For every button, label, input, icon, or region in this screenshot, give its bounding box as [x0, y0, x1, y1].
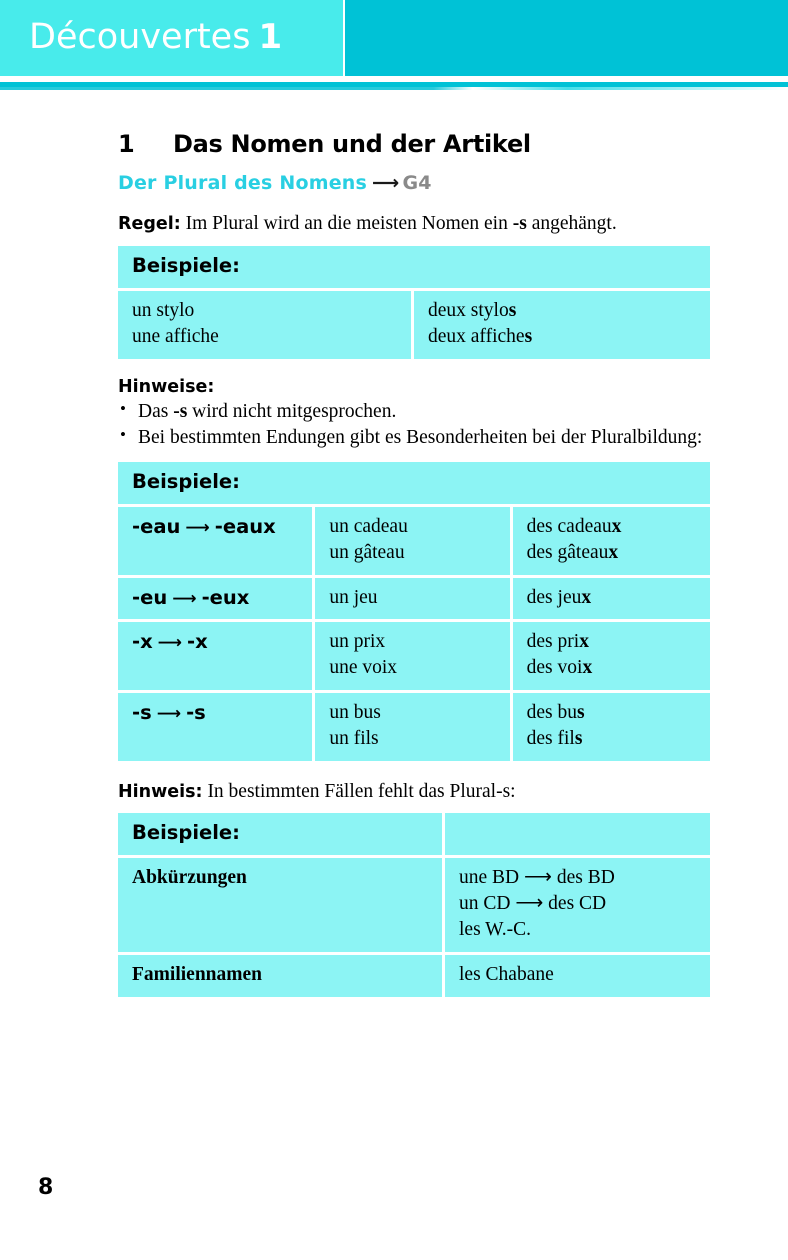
- examples-table-plural-s: [118, 246, 710, 359]
- table-header-row: [118, 813, 710, 858]
- plural-stem: des gâteau: [526, 541, 609, 563]
- plural-item: [527, 629, 696, 655]
- category-examples-cell: [445, 955, 710, 997]
- plural-item: [428, 298, 696, 324]
- page-header-banner: [0, 0, 788, 76]
- singular-examples-cell: [315, 693, 512, 761]
- example-item: une BD ⟶ des BD: [459, 867, 615, 889]
- notes-block: [118, 377, 710, 452]
- table-row: [118, 693, 710, 761]
- note-text-bold: -s: [173, 401, 188, 423]
- singular-examples-cell: [315, 622, 512, 693]
- plural-item: [527, 655, 696, 681]
- plural-item: [527, 726, 696, 752]
- page-number: 8: [38, 1175, 54, 1200]
- plural-item: [428, 324, 696, 350]
- ending-rule-cell: [118, 578, 315, 623]
- category-term-cell: Abkürzungen: [118, 858, 445, 955]
- rule-statement: [118, 212, 710, 236]
- table-header-row: [118, 462, 710, 507]
- ending-to: -x: [187, 630, 208, 654]
- singular-examples-cell: [315, 507, 512, 578]
- plural-examples-cell: [513, 693, 710, 761]
- singular-item: un jeu: [329, 586, 378, 608]
- hint-text: In bestimmten Fällen fehlt das Plural-s:: [207, 781, 516, 803]
- table-row: [118, 858, 710, 955]
- rule-bold-part: -s: [512, 213, 527, 234]
- table-row: [118, 507, 710, 578]
- list-item: [118, 399, 710, 425]
- note-text-pre: Bei bestimmten Endungen gibt es Besonderheiten bei der Pluralbildung:: [138, 427, 703, 449]
- arrow-right-icon: ⟶: [185, 517, 210, 538]
- list-item: [118, 425, 710, 451]
- singular-item: un prix: [329, 631, 386, 653]
- hint-label: Hinweis:: [118, 782, 203, 803]
- table-header-row: [118, 246, 710, 291]
- ending-from: -s: [132, 701, 152, 725]
- rule-text-before: Im Plural wird an die meisten Nomen ein: [185, 213, 513, 234]
- plural-stem: des voi: [526, 657, 583, 679]
- subsection-title: [118, 172, 710, 194]
- plural-stem: deux affiche: [428, 326, 525, 348]
- plural-ending: s: [508, 300, 517, 322]
- plural-item: [527, 700, 696, 726]
- table3-header-cell: Beispiele:: [118, 813, 445, 858]
- notes-label: Hinweise:: [118, 377, 215, 398]
- plural-ending: x: [581, 586, 592, 608]
- ending-rule-cell: [118, 693, 315, 761]
- plural-examples-cell: [513, 622, 710, 693]
- singular-item: un bus: [329, 702, 381, 724]
- plural-examples-cell: [513, 507, 710, 578]
- plural-ending: x: [608, 541, 619, 563]
- section-number: 1: [118, 130, 135, 158]
- example-item: les W.-C.: [459, 918, 532, 940]
- table-row: [118, 291, 710, 359]
- plural-item: [527, 585, 696, 611]
- ending-from: -eau: [132, 514, 181, 538]
- notes-list: [118, 399, 710, 452]
- ending-from: -eu: [132, 585, 168, 609]
- table-row: [118, 622, 710, 693]
- note-text-post: wird nicht mitgesprochen.: [187, 401, 397, 423]
- rule-label: Regel:: [118, 214, 181, 234]
- banner-divider-rule-fade: [0, 87, 788, 90]
- plural-examples-cell: [513, 578, 710, 623]
- table1-singular-cell: [118, 291, 414, 359]
- arrow-right-icon: ⟶: [172, 588, 197, 609]
- singular-examples-cell: [315, 578, 512, 623]
- section-title-text: Das Nomen und der Artikel: [173, 130, 531, 158]
- note-text-pre: Das: [138, 401, 174, 423]
- page-content: [118, 130, 710, 997]
- table1-plural-cell: [414, 291, 710, 359]
- plural-stem: des bu: [526, 702, 578, 724]
- arrow-right-icon: ⟶: [157, 633, 183, 654]
- page-title: [118, 130, 710, 158]
- ending-rule-cell: [118, 507, 315, 578]
- singular-item: un gâteau: [329, 541, 405, 563]
- examples-table-no-plural-s: [118, 813, 710, 997]
- ending-to: -s: [186, 701, 206, 725]
- banner-title-text: Découvertes: [29, 17, 251, 57]
- plural-stem: des fil: [526, 728, 575, 750]
- banner-right-block: [345, 0, 788, 76]
- category-term-cell: Familiennamen: [118, 955, 445, 997]
- category-examples-cell: [445, 858, 710, 955]
- singular-item: un cadeau: [329, 515, 408, 537]
- plural-ending: s: [577, 702, 585, 724]
- grammar-reference-link[interactable]: G4: [402, 172, 432, 194]
- banner-title: [29, 17, 283, 57]
- plural-ending: x: [579, 631, 589, 653]
- plural-item: [527, 540, 696, 566]
- table2-header-cell: Beispiele:: [118, 462, 710, 507]
- banner-volume-number: 1: [258, 17, 283, 57]
- examples-table-special-endings: [118, 462, 710, 761]
- rule-text-after: angehängt.: [526, 213, 617, 234]
- table3-header-cell-right: [445, 813, 710, 858]
- singular-item: un fils: [329, 728, 379, 750]
- plural-ending: s: [574, 728, 583, 750]
- plural-stem: deux stylo: [428, 300, 509, 322]
- ending-rule-cell: [118, 622, 315, 693]
- singular-item: une affiche: [132, 326, 219, 348]
- plural-item: [527, 514, 696, 540]
- example-item: un CD ⟶ des CD: [459, 892, 607, 914]
- example-item: les Chabane: [459, 963, 554, 985]
- arrow-right-icon: ⟶: [156, 704, 182, 725]
- ending-to: -eux: [201, 585, 250, 609]
- arrow-right-icon: ⟶: [372, 172, 400, 194]
- ending-from: -x: [132, 630, 153, 654]
- ending-to: -eaux: [214, 514, 276, 538]
- table-row: [118, 578, 710, 623]
- hint-statement: [118, 781, 710, 803]
- subsection-title-text: Der Plural des Nomens: [118, 172, 368, 194]
- table1-header-cell: Beispiele:: [118, 246, 710, 291]
- plural-ending: x: [582, 657, 593, 679]
- plural-stem: des pri: [526, 631, 580, 653]
- plural-ending: s: [524, 326, 533, 348]
- plural-stem: des cadeau: [526, 515, 612, 537]
- plural-stem: des jeu: [526, 586, 582, 608]
- singular-item: un stylo: [132, 300, 195, 322]
- singular-item: une voix: [329, 657, 398, 679]
- plural-ending: x: [611, 515, 622, 537]
- table-row: [118, 955, 710, 997]
